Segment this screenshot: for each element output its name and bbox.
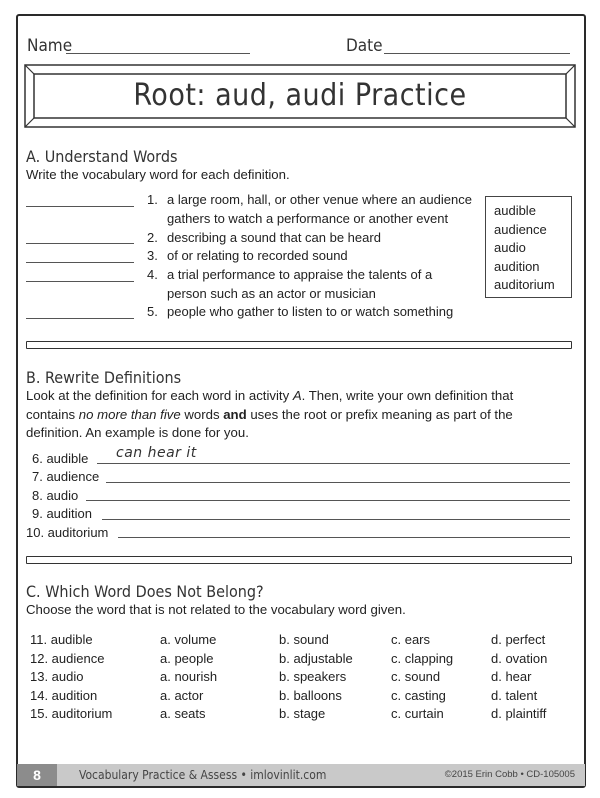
choice-option[interactable]: a. nourish [160,669,218,684]
definition-line: a trial performance to appraise the talents of a [167,267,433,282]
definition-line: people who gather to listen to or watch something [167,304,454,319]
rewrite-line-8[interactable] [86,500,570,501]
item-number: 2. [147,230,158,245]
definition-line: gathers to watch a performance or another event [167,211,449,226]
choice-option[interactable]: b. speakers [279,669,347,684]
choice-word: 11. audible [30,632,93,647]
choice-option[interactable]: d. perfect [491,632,546,647]
choice-option[interactable]: d. talent [491,688,538,703]
definition-line: of or relating to recorded sound [167,248,348,263]
name-field[interactable] [66,53,250,54]
definition-line: person such as an actor or musician [167,286,376,301]
section-c-heading: C. Which Word Does Not Belong? [26,582,264,601]
choice-option[interactable]: c. sound [391,669,441,684]
rewrite-line-7[interactable] [106,482,570,483]
choice-option[interactable]: c. curtain [391,706,444,721]
rewrite-line-9[interactable] [102,519,570,520]
choice-word: 12. audience [30,651,105,666]
choice-option[interactable]: a. volume [160,632,217,647]
definition-line: describing a sound that can be heard [167,230,381,245]
section-a-heading: A. Understand Words [26,147,178,166]
choice-word: 14. audition [30,688,98,703]
answer-line-2[interactable] [26,243,134,244]
choice-option[interactable]: d. plaintiff [491,706,547,721]
footer-bar [17,764,585,786]
rewrite-label: 9. audition [32,506,92,521]
item-number: 3. [147,248,158,263]
item-number: 5. [147,304,158,319]
section-a-instructions: Write the vocabulary word for each definition. [26,167,290,182]
word-bank-item: audible [494,203,536,218]
choice-option[interactable]: c. casting [391,688,446,703]
definition-line: a large room, hall, or other venue where an audience [167,192,472,207]
choice-option[interactable]: a. seats [160,706,206,721]
section-c-instructions: Choose the word that is not related to the vocabulary word given. [26,602,406,617]
date-field[interactable] [384,53,570,54]
word-bank-item: audition [494,258,540,274]
choice-option[interactable]: b. balloons [279,688,342,703]
page-title: Root: aud, audi Practice [133,78,467,113]
page-number: 8 [17,764,57,786]
series-title: Vocabulary Practice & Assess • imlovinlit.com [79,768,327,782]
answer-line-1[interactable] [26,206,134,207]
rewrite-label: 8. audio [32,488,79,503]
answer-line-5[interactable] [26,318,134,319]
choice-option[interactable]: a. actor [160,688,204,703]
word-bank [485,196,572,298]
word-bank-item: audience [494,221,547,237]
word-bank-item: audio [494,240,526,255]
rewrite-label: 10. auditorium [26,525,109,540]
rewrite-line-6[interactable] [97,463,570,464]
rewrite-label: 7. audience [32,469,100,484]
rewrite-line-10[interactable] [118,537,570,538]
title-box [24,64,576,128]
word-bank-item: auditorium [494,277,555,292]
section-divider [26,556,572,564]
item-number: 4. [147,267,158,282]
answer-line-3[interactable] [26,262,134,263]
choice-option[interactable]: b. sound [279,632,329,647]
choice-option[interactable]: d. hear [491,669,532,684]
section-divider [26,341,572,349]
copyright: ©2015 Erin Cobb • CD-105005 [444,769,575,780]
choice-option[interactable]: b. stage [279,706,326,721]
choice-word: 15. auditorium [30,706,113,721]
section-b-heading: B. Rewrite Definitions [26,368,182,387]
choice-word: 13. audio [30,669,84,684]
date-label: Date [346,36,383,56]
name-label: Name [27,36,73,56]
rewrite-label: 6. audible [32,451,89,466]
handwritten-answer: can hear it [116,445,197,461]
section-b-instructions: Look at the definition for each word in activity A. Then, write your own definition that contains no more than five words and uses the root or prefix meaning as part of the definition. An example is done for you. [26,388,514,440]
choice-option[interactable]: b. adjustable [279,651,353,666]
choice-option[interactable]: c. ears [391,632,431,647]
answer-line-4[interactable] [26,281,134,282]
choice-option[interactable]: c. clapping [391,651,454,666]
choice-option[interactable]: d. ovation [491,651,548,666]
choice-option[interactable]: a. people [160,651,214,666]
item-number: 1. [147,192,158,207]
